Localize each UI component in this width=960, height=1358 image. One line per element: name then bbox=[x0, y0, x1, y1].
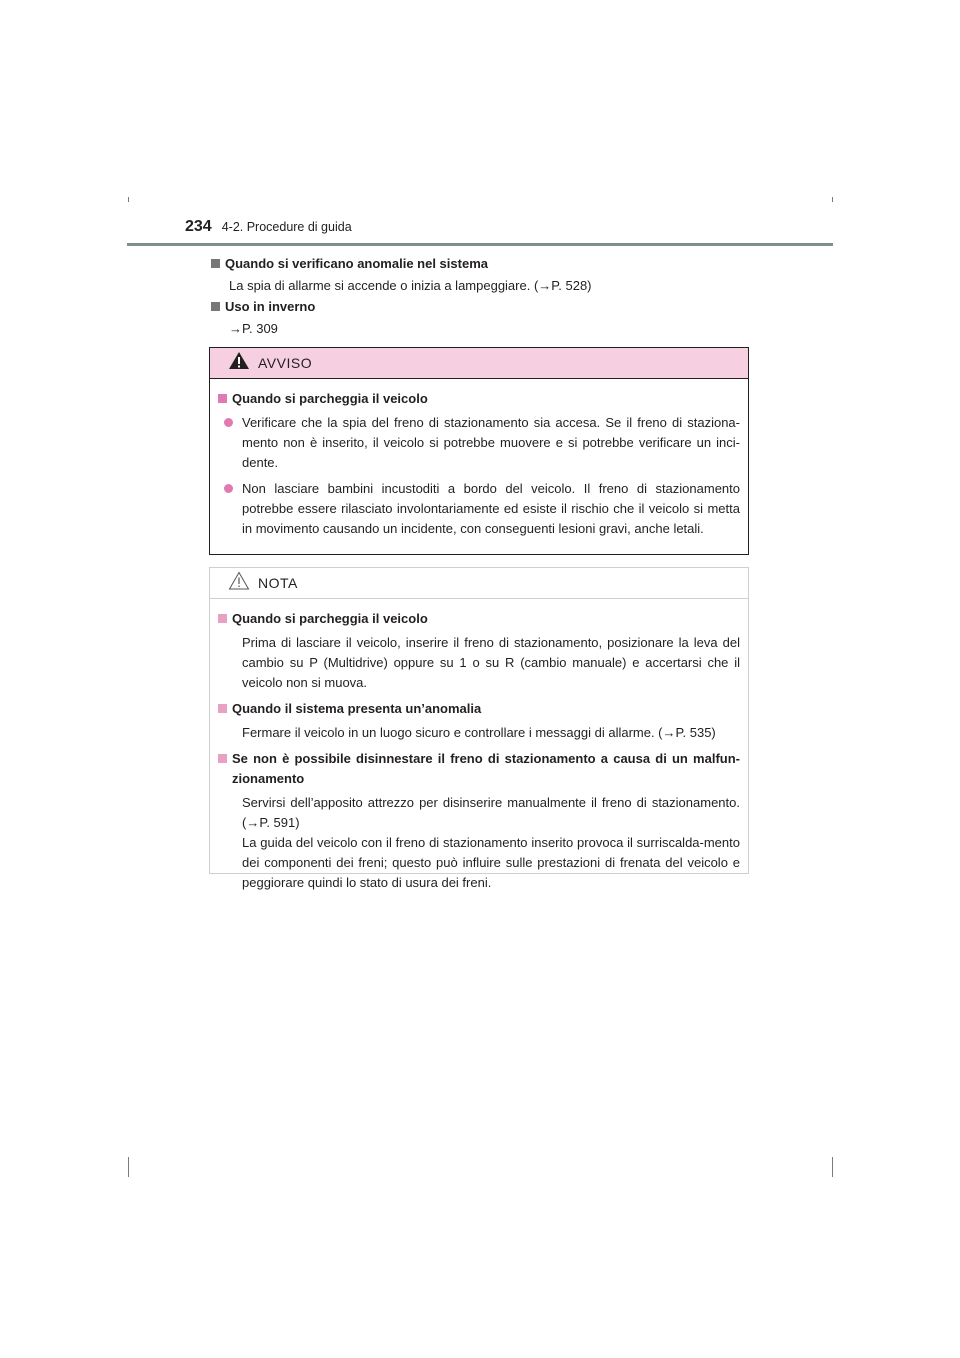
page-header bbox=[185, 218, 352, 238]
note-box bbox=[209, 567, 749, 890]
header-rule bbox=[127, 243, 833, 246]
note-text: La guida del veicolo con il freno di stazionamento inserito provoca il surriscalda-mento dei componenti dei freni; questo può influire sulle prestazioni di frenata del veicolo e peggiorare quindi lo stato di usura dei freni. bbox=[242, 835, 740, 890]
note-heading: Quando si parcheggia il veicolo bbox=[218, 609, 740, 629]
info-heading: Quando si verificano anomalie nel sistema bbox=[211, 253, 771, 275]
note-text: Prima di lasciare il veicolo, inserire il freno di stazionamento, posizionare la leva del cambio su P (Multidrive) oppure su 1 o su R (cambio manuale) e accertarsi che il veicolo non si muova. bbox=[242, 635, 740, 690]
square-bullet-icon bbox=[218, 754, 227, 763]
list-item: Non lasciare bambini incustoditi a bordo del veicolo. Il freno di stazionamento potrebbe essere rilasciato involontariamente ed esiste il rischio che il veicolo si metta in movimento causando un incidente, con conseguenti lesioni gravi, anche letali. bbox=[218, 479, 740, 539]
square-bullet-icon bbox=[218, 704, 227, 713]
warning-header bbox=[210, 348, 748, 379]
warning-box bbox=[209, 347, 749, 555]
info-text: La spia di allarme si accende o inizia a lampeggiare. (→P. 528) bbox=[229, 278, 592, 293]
square-bullet-icon bbox=[218, 614, 227, 623]
info-item-system-anomaly bbox=[211, 253, 771, 297]
crop-mark bbox=[832, 1157, 833, 1177]
crop-mark bbox=[128, 197, 129, 202]
caution-triangle-icon bbox=[228, 571, 250, 595]
round-bullet-icon bbox=[224, 418, 233, 427]
info-text: →P. 309 bbox=[229, 321, 278, 336]
note-heading: Se non è possibile disinnestare il freno di stazionamento a causa di un malfun-zionamento bbox=[218, 749, 740, 789]
note-heading: Quando il sistema presenta un’anomalia bbox=[218, 699, 740, 719]
warning-title: AVVISO bbox=[258, 355, 313, 371]
note-text: Fermare il veicolo in un luogo sicuro e controllare i messaggi di allarme. (→P. 535) bbox=[242, 725, 716, 740]
section-title: 4-2. Procedure di guida bbox=[221, 220, 352, 234]
warning-heading: Quando si parcheggia il veicolo bbox=[218, 389, 740, 409]
list-item: Verificare che la spia del freno di stazionamento sia accesa. Se il freno di staziona-mento non è inserito, il veicolo si potrebbe muovere e si potrebbe verificare un inci-dente. bbox=[218, 413, 740, 473]
note-text: Servirsi dell’apposito attrezzo per disinserire manualmente il freno di stazionamento. (→P. 591) bbox=[242, 795, 740, 830]
square-bullet-icon bbox=[211, 302, 220, 311]
crop-mark bbox=[832, 197, 833, 202]
page-number: 234 bbox=[185, 218, 212, 235]
info-heading: Uso in inverno bbox=[211, 296, 771, 318]
note-header bbox=[210, 568, 748, 599]
square-bullet-icon bbox=[211, 259, 220, 268]
note-title: NOTA bbox=[258, 575, 298, 591]
round-bullet-icon bbox=[224, 484, 233, 493]
info-item-winter-use bbox=[211, 296, 771, 340]
square-bullet-icon bbox=[218, 394, 227, 403]
warning-triangle-icon bbox=[228, 351, 250, 375]
crop-mark bbox=[128, 1157, 129, 1177]
